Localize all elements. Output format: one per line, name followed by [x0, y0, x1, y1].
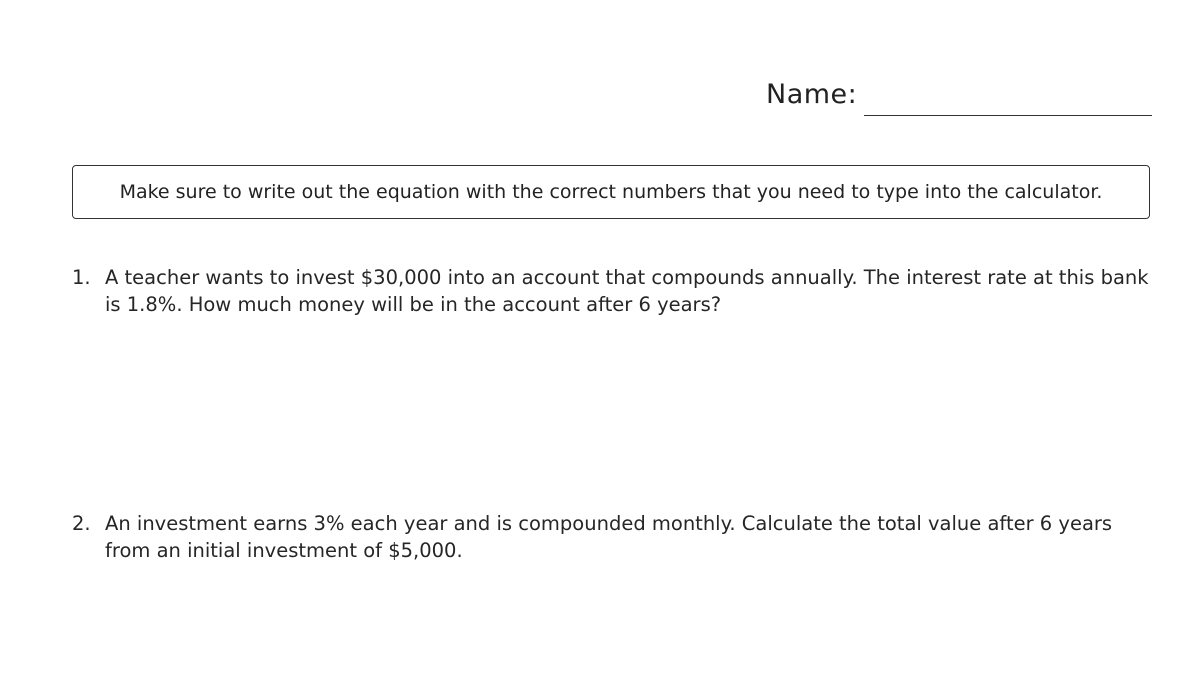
instruction-text: Make sure to write out the equation with the correct numbers that you need to type into the calculator. — [119, 181, 1103, 203]
question-text: An investment earns 3% each year and is compounded monthly. Calculate the total value after 6 years from an initial investment of $5,000. — [105, 512, 1113, 562]
name-field — [766, 78, 1152, 118]
question-number: 2. — [72, 512, 91, 535]
question-2 — [72, 510, 1157, 564]
question-number: 1. — [72, 266, 91, 289]
question-1 — [72, 264, 1157, 318]
instruction-box — [72, 165, 1150, 219]
question-text: A teacher wants to invest $30,000 into an account that compounds annually. The interest rate at this bank is 1.8%. How much money will be in the account after 6 years? — [105, 266, 1149, 316]
name-blank-line — [864, 115, 1152, 116]
name-label: Name: — [766, 79, 858, 110]
